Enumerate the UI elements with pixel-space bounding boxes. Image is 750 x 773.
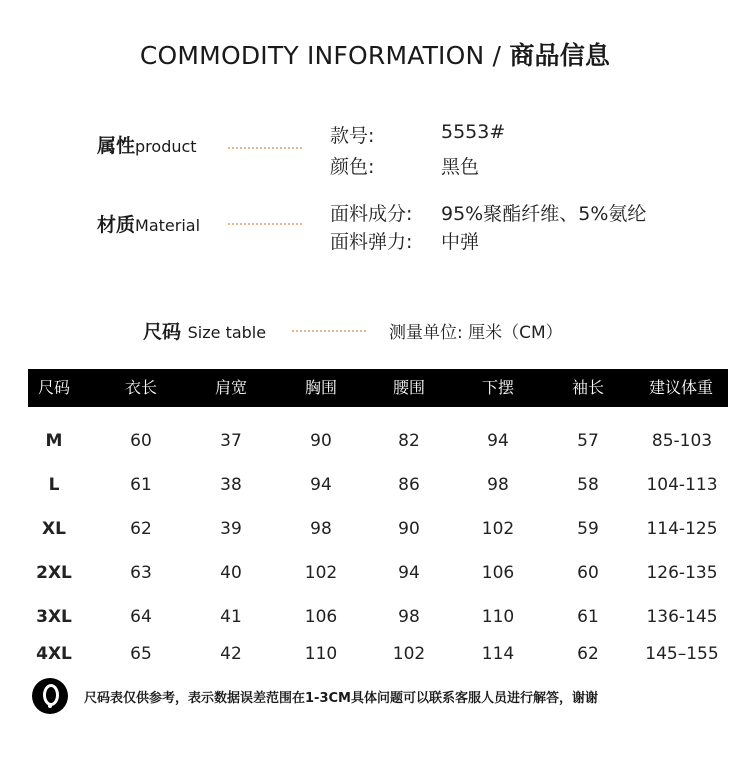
table-header-sleeve: 袖长 — [571, 378, 604, 397]
attr-value-elasticity: 中弹 — [441, 231, 480, 253]
material-label — [97, 210, 200, 237]
table-cell: M — [45, 431, 63, 451]
size-table-label-en: Size table — [187, 323, 267, 342]
table-cell: 114 — [481, 644, 515, 664]
table-cell: 126-135 — [646, 563, 718, 583]
table-cell: 85-103 — [651, 431, 713, 451]
product-divider — [228, 147, 302, 149]
table-cell: 39 — [220, 519, 242, 539]
table-cell: 106 — [304, 607, 338, 627]
table-cell: 37 — [220, 431, 242, 451]
table-cell: 102 — [481, 519, 515, 539]
table-cell: 90 — [310, 431, 332, 451]
table-cell: 102 — [304, 563, 338, 583]
table-cell: 98 — [310, 519, 332, 539]
table-header-length: 衣长 — [124, 378, 157, 397]
table-cell: 40 — [220, 563, 242, 583]
table-cell: 86 — [398, 475, 420, 495]
product-label — [97, 131, 197, 158]
exclamation-circle-icon — [32, 678, 68, 714]
table-cell: 63 — [130, 563, 152, 583]
table-cell: 57 — [577, 431, 599, 451]
product-label-en: product — [135, 137, 197, 156]
table-cell: 110 — [304, 644, 338, 664]
table-cell: 110 — [481, 607, 515, 627]
table-cell: 136-145 — [646, 607, 718, 627]
table-cell: 94 — [310, 475, 332, 495]
table-cell: 98 — [398, 607, 420, 627]
table-cell: 62 — [130, 519, 152, 539]
material-divider — [228, 223, 302, 225]
table-cell: 102 — [392, 644, 426, 664]
size-disclaimer: 尺码表仅供参考，表示数据误差范围在1-3CM具体问题可以联系客服人员进行解答，谢谢 — [84, 691, 598, 706]
table-cell: 3XL — [36, 607, 72, 627]
attr-key-composition: 面料成分: — [330, 203, 413, 225]
table-cell: 62 — [577, 644, 599, 664]
attr-value-style: 5553# — [441, 121, 506, 143]
table-cell: 65 — [130, 644, 152, 664]
size-table-divider — [292, 330, 366, 332]
table-header-shoulder: 肩宽 — [214, 378, 247, 397]
material-label-cn: 材质 — [97, 214, 136, 236]
table-cell: 4XL — [36, 644, 72, 664]
table-cell: 41 — [220, 607, 242, 627]
table-header-hem: 下摆 — [481, 378, 514, 397]
table-cell: XL — [42, 519, 66, 539]
table-cell: 59 — [577, 519, 599, 539]
attr-key-color: 颜色: — [330, 156, 375, 178]
size-table-label — [143, 317, 266, 344]
table-header-waist: 腰围 — [392, 378, 425, 397]
material-label-en: Material — [135, 216, 201, 235]
table-header-size: 尺码 — [37, 378, 70, 397]
product-label-cn: 属性 — [97, 135, 136, 157]
table-cell: 61 — [130, 475, 152, 495]
table-cell: 64 — [130, 607, 152, 627]
table-cell: 98 — [487, 475, 509, 495]
size-table-label-cn: 尺码 — [143, 321, 182, 343]
table-cell: 90 — [398, 519, 420, 539]
page-title — [0, 36, 750, 72]
attr-value-composition: 95%聚酯纤维、5%氨纶 — [441, 203, 647, 225]
table-cell: 61 — [577, 607, 599, 627]
table-cell: 104-113 — [646, 475, 718, 495]
table-cell: L — [48, 475, 60, 495]
title-english: COMMODITY INFORMATION / — [139, 41, 510, 70]
table-cell: 58 — [577, 475, 599, 495]
measurement-unit: 测量单位: 厘米（CM） — [389, 323, 563, 343]
table-cell: 106 — [481, 563, 515, 583]
table-cell: 145–155 — [645, 644, 719, 664]
table-cell: 60 — [577, 563, 599, 583]
attr-value-color: 黑色 — [441, 156, 480, 178]
table-cell: 82 — [398, 431, 420, 451]
table-cell: 2XL — [36, 563, 72, 583]
attr-key-style: 款号: — [330, 125, 375, 147]
table-cell: 60 — [130, 431, 152, 451]
table-cell: 38 — [220, 475, 242, 495]
table-cell: 42 — [220, 644, 242, 664]
title-chinese: 商品信息 — [509, 41, 611, 70]
table-header-chest: 胸围 — [304, 378, 337, 397]
table-cell: 94 — [487, 431, 509, 451]
table-header-weight: 建议体重 — [648, 378, 713, 397]
table-cell: 114-125 — [646, 519, 718, 539]
attr-key-elasticity: 面料弹力: — [330, 231, 413, 253]
table-cell: 94 — [398, 563, 420, 583]
